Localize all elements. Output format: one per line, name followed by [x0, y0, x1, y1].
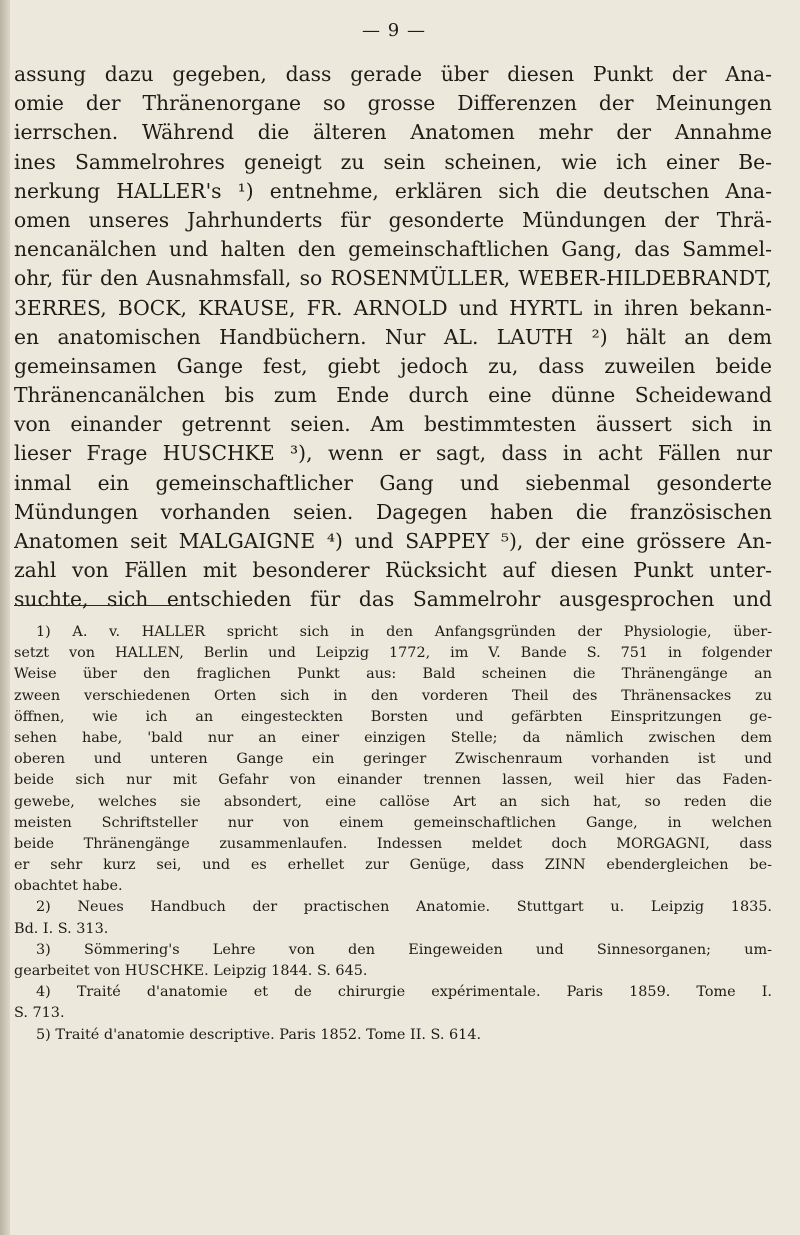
footnote-line: 5) Traité d'anatomie descriptive. Paris 1852. Tome II. S. 614. — [36, 1026, 482, 1043]
footnote-line: Bd. I. S. 313. — [14, 920, 109, 937]
footnote-line: Weise über den fraglichen Punkt aus: Bald scheinen die Thränengänge an — [14, 666, 772, 683]
text-line: omie der Thränenorgane so grosse Differenzen der Meinungen — [14, 91, 772, 116]
footnotes — [14, 622, 772, 1046]
footnote-line: setzt von HALLEN, Berlin und Leipzig 1772, im V. Bande S. 751 in folgender — [14, 645, 772, 662]
text-line: en anatomischen Handbüchern. Nur AL. LAUTH ²) hält an dem — [14, 324, 772, 349]
text-line: von einander getrennt seien. Am bestimmtesten äussert sich in — [14, 412, 772, 437]
text-line: ohr, für den Ausnahmsfall, so ROSENMÜLLER, WEBER-HILDEBRANDT, — [14, 266, 772, 291]
footnote-line: sehen habe, 'bald nur an einer einzigen Stelle; da nämlich zwischen dem — [14, 729, 772, 746]
footnote-line: 2) Neues Handbuch der practischen Anatomie. Stuttgart u. Leipzig 1835. — [36, 899, 772, 916]
text-line: ierrschen. Während die älteren Anatomen mehr der Annahme — [14, 120, 772, 145]
footnote-line: er sehr kurz sei, und es erhellet zur Genüge, dass ZINN ebendergleichen be- — [14, 857, 772, 874]
footnote-divider — [14, 605, 184, 606]
page-number: — 9 — — [362, 20, 426, 41]
text-line: ines Sammelrohres geneigt zu sein scheinen, wie ich einer Be- — [14, 149, 772, 174]
footnote-line: meisten Schriftsteller nur von einem gemeinschaftlichen Gange, in welchen — [14, 814, 772, 831]
text-line: assung dazu gegeben, dass gerade über diesen Punkt der Ana- — [14, 62, 772, 86]
footnote-line: 3) Sömmering's Lehre von den Eingeweiden und Sinnesorganen; um- — [36, 941, 772, 958]
text-line: inmal ein gemeinschaftlicher Gang und siebenmal gesonderte — [14, 470, 772, 495]
text-line: lieser Frage HUSCHKE ³), wenn er sagt, dass in acht Fällen nur — [14, 441, 772, 466]
footnote-line: zween verschiedenen Orten sich in den vorderen Theil des Thränensackes zu — [14, 687, 772, 704]
footnote-line: beide sich nur mit Gefahr von einander trennen lassen, weil hier das Faden- — [14, 772, 772, 789]
text-line: 3ERRES, BOCK, KRAUSE, FR. ARNOLD und HYRTL in ihren bekann- — [14, 295, 772, 320]
footnote-line: beide Thränengänge zusammenlaufen. Indessen meldet doch MORGAGNI, dass — [14, 835, 772, 852]
text-line: suchte, sich entschieden für das Sammelrohr ausgesprochen und — [14, 587, 772, 612]
text-line: zahl von Fällen mit besonderer Rücksicht auf diesen Punkt unter- — [14, 558, 772, 583]
footnote-line: oberen und unteren Gange ein geringer Zwischenraum vorhanden ist und — [14, 751, 772, 768]
text-line: omen unseres Jahrhunderts für gesonderte Mündungen der Thrä- — [14, 207, 772, 232]
footnote-line: öffnen, wie ich an eingesteckten Borsten und gefärbten Einspritzungen ge- — [14, 708, 772, 725]
page-gutter-shadow — [0, 0, 10, 1235]
footnote-line: obachtet habe. — [14, 878, 123, 895]
text-line: nencanälchen und halten den gemeinschaftlichen Gang, das Sammel- — [14, 237, 772, 262]
text-line: Mündungen vorhanden seien. Dagegen haben die französischen — [14, 499, 772, 524]
footnote-line: S. 713. — [14, 1005, 65, 1022]
text-line: nerkung HALLER's ¹) entnehme, erklären sich die deutschen Ana- — [14, 178, 772, 203]
text-line: Thränencanälchen bis zum Ende durch eine dünne Scheidewand — [14, 383, 772, 408]
text-line: Anatomen seit MALGAIGNE ⁴) und SAPPEY ⁵), der eine grössere An- — [14, 529, 772, 553]
footnote-line: gewebe, welches sie absondert, eine callöse Art an sich hat, so reden die — [14, 793, 772, 810]
main-text — [14, 60, 772, 615]
footnote-line: 1) A. v. HALLER spricht sich in den Anfangsgründen der Physiologie, über- — [36, 624, 772, 640]
book-page — [14, 0, 774, 1235]
text-line: gemeinsamen Gange fest, giebt jedoch zu, dass zuweilen beide — [14, 353, 772, 378]
footnote-line: gearbeitet von HUSCHKE. Leipzig 1844. S. 645. — [14, 963, 368, 979]
footnote-line: 4) Traité d'anatomie et de chirurgie expérimentale. Paris 1859. Tome I. — [36, 984, 772, 1001]
